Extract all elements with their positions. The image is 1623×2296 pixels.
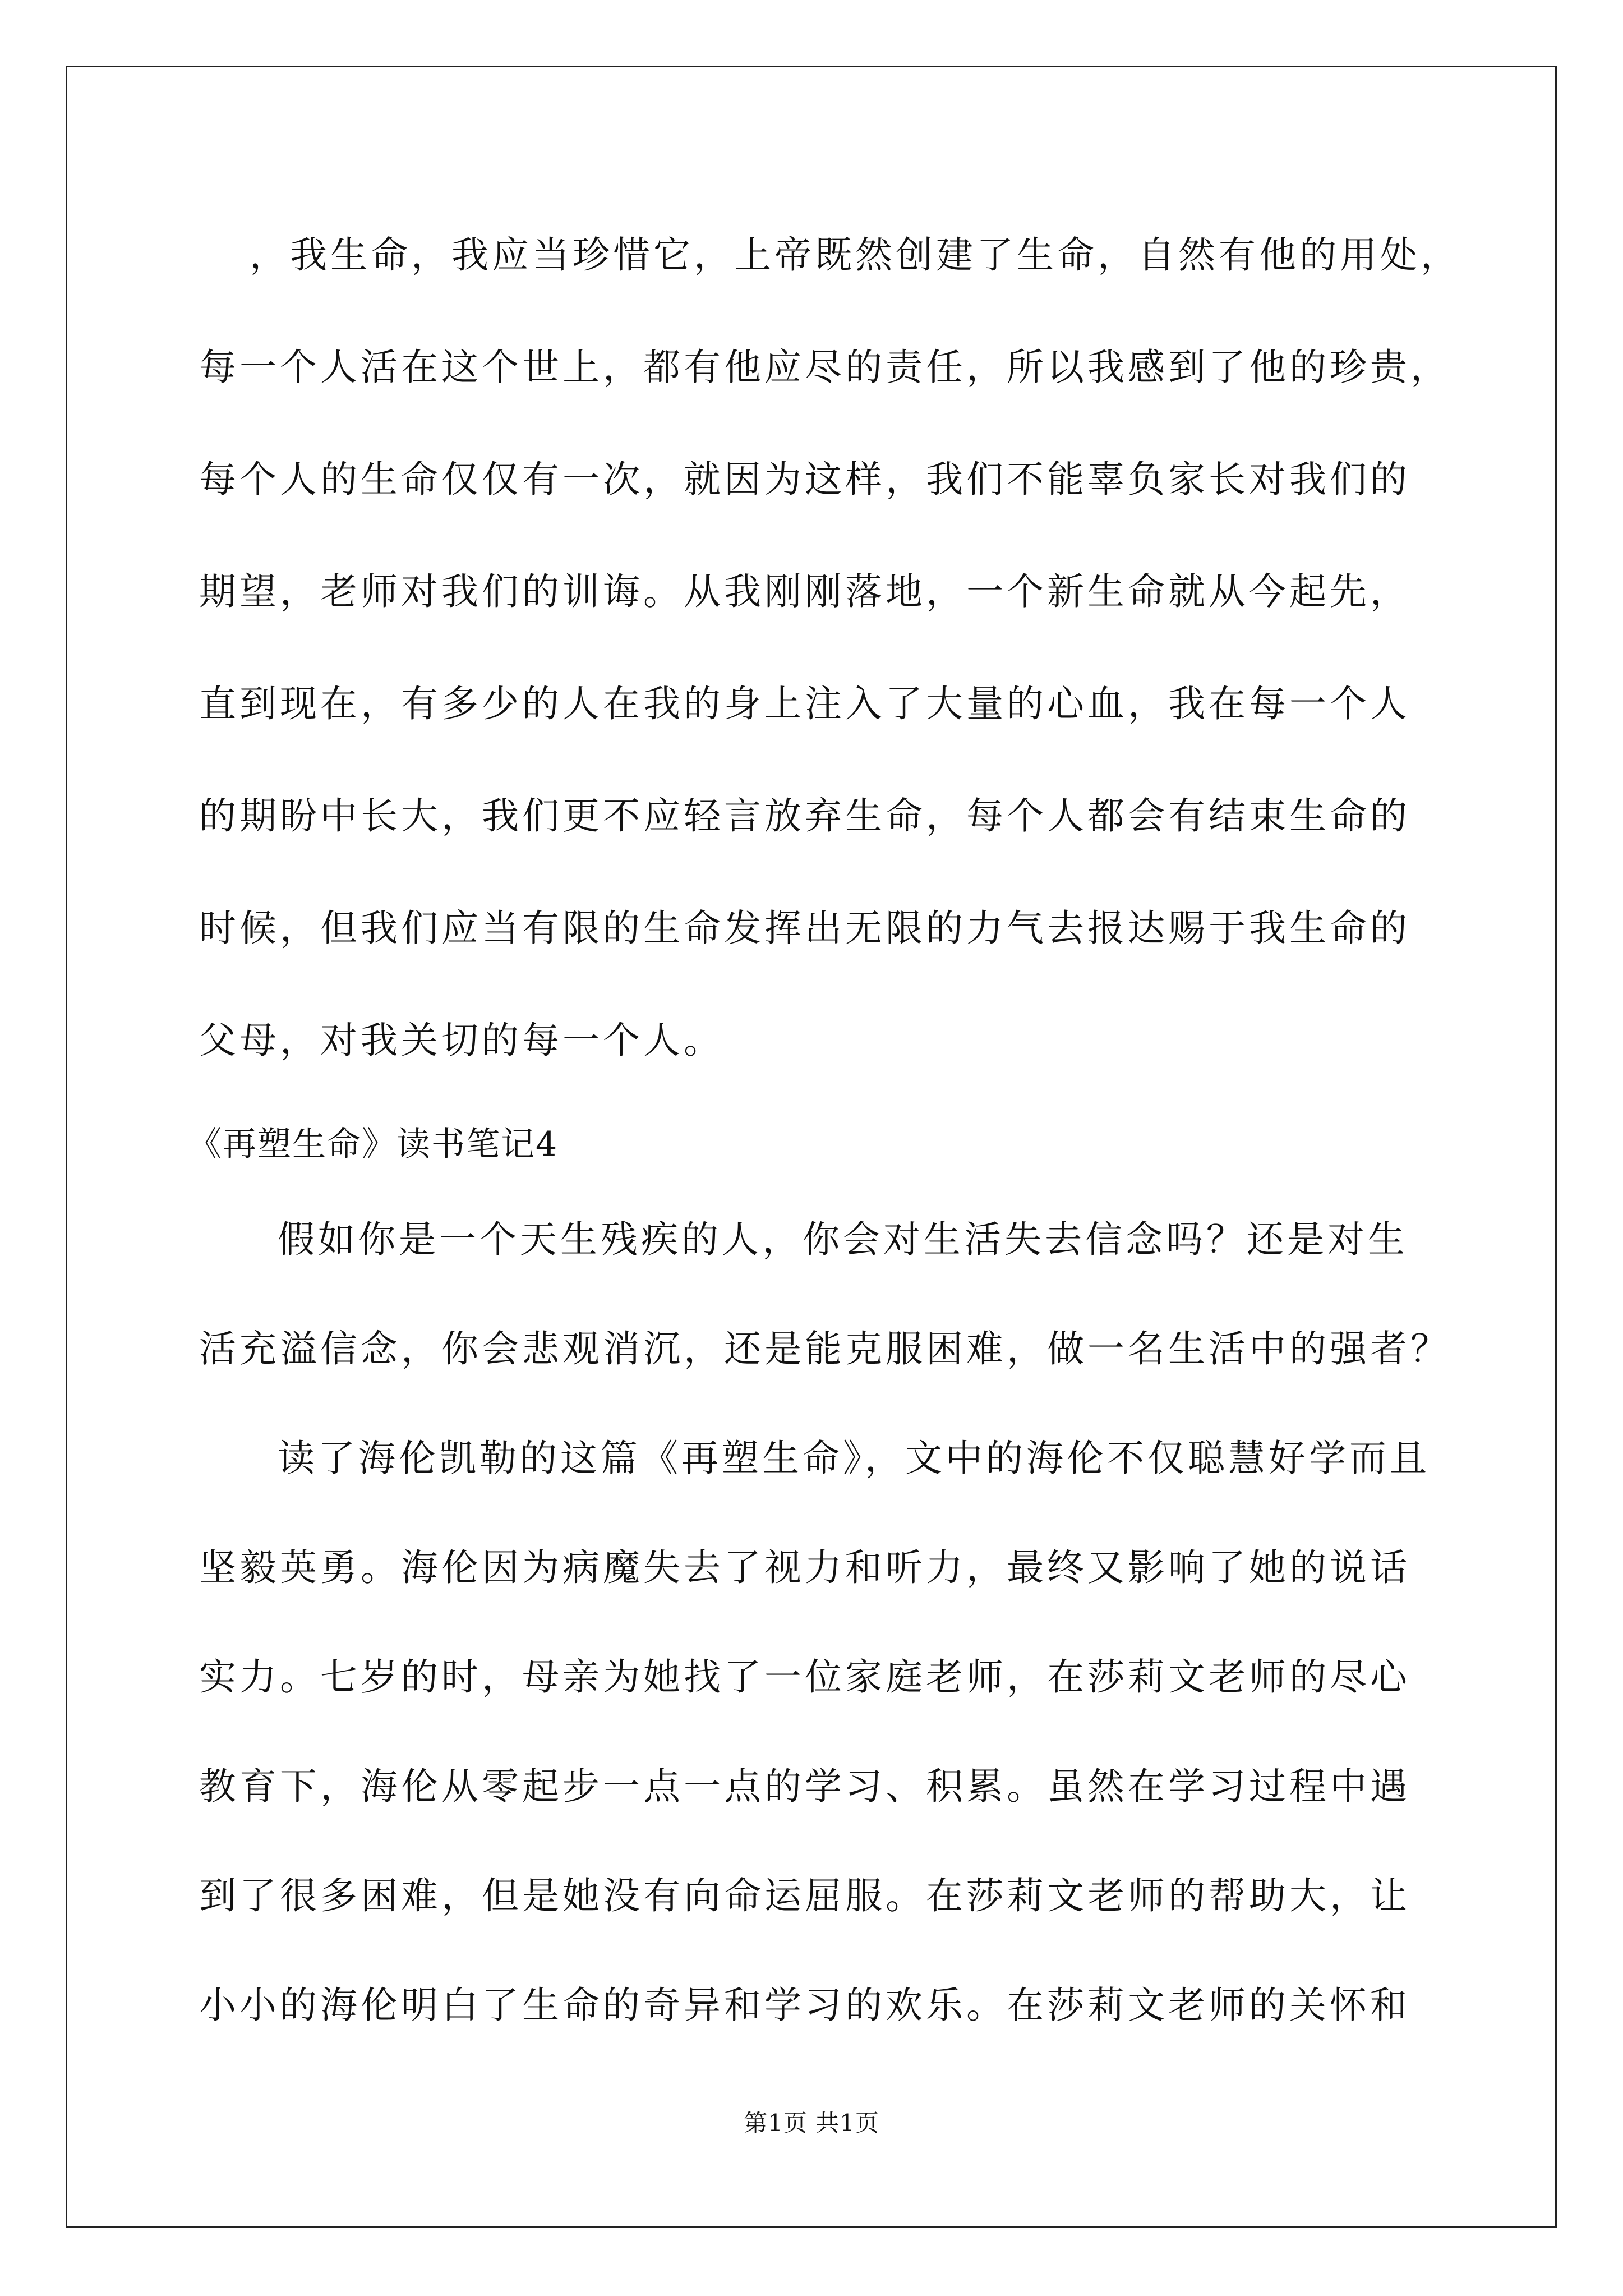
- page-footer: 第1页 共1页: [744, 2109, 879, 2137]
- paragraph-line: 活充溢信念，你会悲观消沉，还是能克服困难，做一名生活中的强者？: [199, 1327, 1451, 1370]
- paragraph-line: 实力。七岁的时，母亲为她找了一位家庭老师，在莎莉文老师的尽心: [199, 1655, 1410, 1699]
- section-heading: 《再塑生命》读书笔记4: [188, 1125, 559, 1164]
- paragraph-line: 直到现在，有多少的人在我的身上注入了大量的心血，我在每一个人: [199, 682, 1410, 725]
- paragraph-line: 假如你是一个天生残疾的人，你会对生活失去信念吗？还是对生: [278, 1218, 1408, 1261]
- paragraph-line: 每一个人活在这个世上，都有他应尽的责任，所以我感到了他的珍贵，: [199, 346, 1451, 389]
- paragraph-line: 父母，对我关切的每一个人。: [199, 1019, 724, 1062]
- paragraph-line: 每个人的生命仅仅有一次，就因为这样，我们不能辜负家长对我们的: [199, 458, 1410, 501]
- paragraph-line: 坚毅英勇。海伦因为病魔失去了视力和听力，最终又影响了她的说话: [199, 1546, 1410, 1589]
- paragraph-line: 时候，但我们应当有限的生命发挥出无限的力气去报达赐于我生命的: [199, 907, 1410, 950]
- paragraph-line: 的期盼中长大，我们更不应轻言放弃生命，每个人都会有结束生命的: [199, 794, 1410, 838]
- paragraph-line: 到了很多困难，但是她没有向命运屈服。在莎莉文老师的帮助大，让: [199, 1874, 1410, 1917]
- paragraph-line: 小小的海伦明白了生命的奇异和学习的欢乐。在莎莉文老师的关怀和: [199, 1984, 1410, 2027]
- paragraph-line: ，我生命，我应当珍惜它，上帝既然创建了生命，自然有他的用处，: [250, 233, 1461, 277]
- paragraph-line: 期望，老师对我们的训诲。从我刚刚落地，一个新生命就从今起先，: [199, 570, 1410, 613]
- paragraph-line: 读了海伦凯勒的这篇《再塑生命》，文中的海伦不仅聪慧好学而且: [278, 1437, 1430, 1480]
- paragraph-line: 教育下，海伦从零起步一点一点的学习、积累。虽然在学习过程中遇: [199, 1765, 1410, 1808]
